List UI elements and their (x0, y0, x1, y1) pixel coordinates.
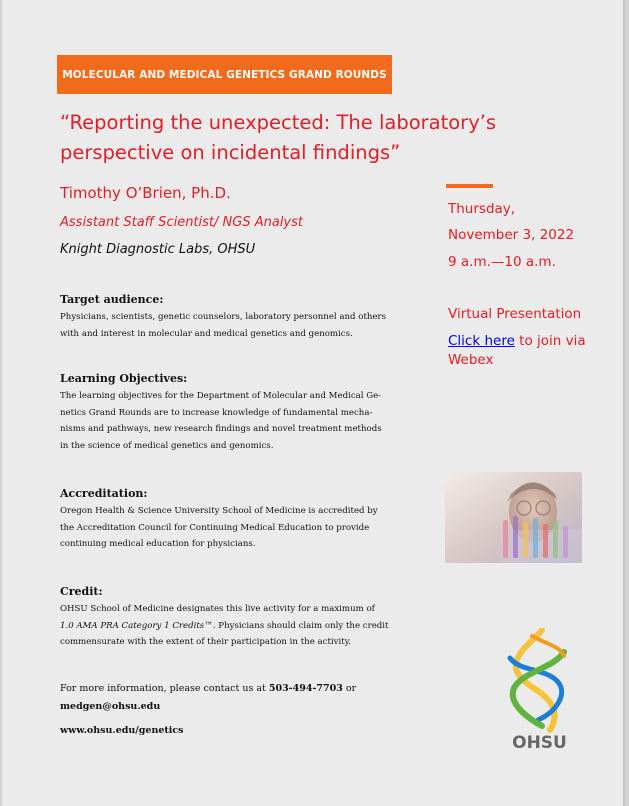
credit-line-rest: . Physicians should claim only the credit (212, 620, 389, 631)
speaker-role: Assistant Staff Scientist/ NGS Analyst (60, 215, 303, 230)
talk-title (60, 108, 520, 168)
accreditation-line: the Accreditation Council for Continuing Medical Education to provide (60, 522, 370, 533)
flyer-page (2, 0, 625, 806)
credit-line: OHSU School of Medicine designates this live activity for a maximum of (60, 604, 375, 614)
contact-line (60, 680, 440, 697)
objectives-line: in the science of medical genetics and genomics. (60, 440, 274, 451)
contact-phone: 503-494-7703 (268, 683, 343, 694)
credit-line (60, 618, 425, 635)
event-format: Virtual Presentation (448, 306, 582, 322)
join-text: to join via Webex (448, 333, 586, 368)
objectives-heading: Learning Objectives: (60, 372, 188, 385)
credit-line: commensurate with the extent of their participation in the activity. (60, 637, 352, 647)
speaker-name: Timothy O’Brien, Ph.D. (60, 184, 231, 202)
accreditation-line: continuing medical education for physicians. (60, 539, 256, 549)
audience-body (60, 309, 425, 342)
talk-title-line1: “Reporting the unexpected: The laboratory’s (60, 111, 497, 134)
accreditation-body (60, 503, 425, 553)
audience-line: Physicians, scientists, genetic counselors, laboratory personnel and others (60, 312, 387, 322)
contact-email: medgen@ohsu.edu (60, 701, 161, 712)
accreditation-line: Oregon Health & Science University School of Medicine is accredited by (60, 506, 378, 516)
scientist-photo (445, 472, 582, 563)
accent-rule (446, 184, 493, 188)
objectives-line: The learning objectives for the Department of Molecular and Medical Ge- (60, 391, 382, 401)
objectives-line: nisms and pathways, new research findings and novel treatment methods (60, 424, 382, 434)
join-info (448, 332, 598, 370)
objectives-body (60, 388, 425, 454)
contact-suffix: or (342, 683, 357, 694)
accreditation-heading: Accreditation: (60, 487, 148, 500)
event-series-banner: MOLECULAR AND MEDICAL GENETICS GRAND ROUNDS (57, 55, 392, 94)
credit-body (60, 601, 425, 651)
audience-heading: Target audience: (60, 293, 164, 306)
event-time: 9 a.m.—10 a.m. (448, 254, 556, 270)
credit-heading: Credit: (60, 585, 103, 598)
event-day: Thursday, (448, 201, 516, 217)
contact-website: www.ohsu.edu/genetics (60, 725, 184, 736)
speaker-organization: Knight Diagnostic Labs, OHSU (60, 242, 256, 257)
audience-line: with and interest in molecular and medical genetics and genomics. (60, 328, 353, 339)
event-date: November 3, 2022 (448, 227, 575, 243)
contact-prefix: For more information, please contact us at (60, 683, 269, 694)
objectives-line: netics Grand Rounds are to increase knowledge of fundamental mecha- (60, 407, 373, 418)
join-webex-link[interactable]: Click here (448, 333, 515, 349)
ohsu-wordmark: OHSU (512, 733, 567, 753)
credit-designation: 1.0 AMA PRA Category 1 Credits™ (60, 620, 213, 631)
talk-title-line2: perspective on incidental findings” (60, 141, 401, 164)
